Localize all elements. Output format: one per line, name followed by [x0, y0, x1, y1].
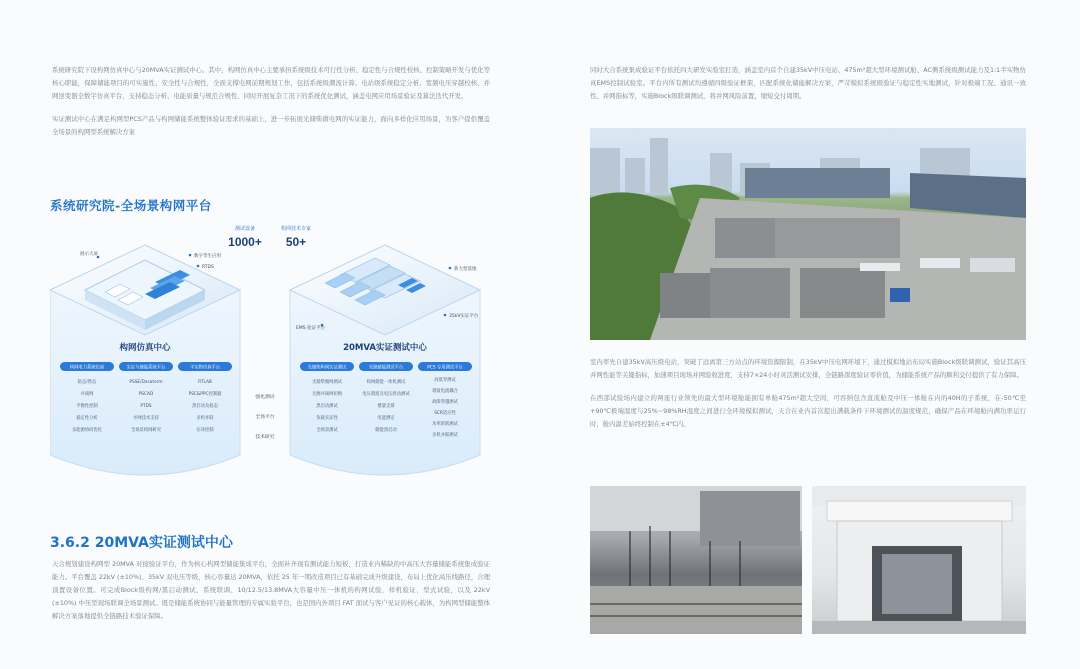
column-item: 谐波电流耦合 [432, 389, 458, 394]
left-paragraph-1: 系统研究院下设构网仿真中心与20MVA实证测试中心。其中，构网仿真中心主要承担系统级技术可行性分析、稳定性与合规性校核、控制策略开发与优化等核心职能，保障储能项目的可实施性、安全性与合规性，全面支撑电网前期规划工作，包括系统级潮流计算、电站级系统稳定分析、宽频电压穿越校核、并网逆变器全数字仿真平台、支持稳态分析、电能质量与规范合规性、同时开展复杂工况下的系统优化测试，涵盖电网应用场景验证及算法迭代开发。 [52, 66, 490, 100]
column-item: SCR适应性 [434, 411, 456, 416]
callout-rtds: RTDS [202, 265, 214, 270]
callout-ems-platform: EMS 验证平台 [296, 326, 326, 331]
middle-label: 技术研究 [255, 435, 275, 440]
callout-digital-twin: 数字孪生应用 [194, 254, 221, 259]
middle-label: 强化测试 [255, 395, 275, 400]
aerial-photo [590, 128, 1026, 340]
column-item: 并离网 [80, 392, 94, 397]
left-paragraph-3: 天合规划建设构网型 20MVA 对接验证平台，作为核心构网型储能集成平台，全面补齐现有测试能力短板，打造业内稀缺的中高压大容量储能系统集成验证能力。平台覆盖 22kV (±10%)、35kV 双电压等级，核心容量达 20MVA，依托 25 年一期改造项目已有基础完成升级建设，布局上优化高压线路径，合理顶置设备位置。可完成Block级构网/黑启动测试、系统联调、10/12.5/13.8MVA大容量中压一体机的构网试验，样机验证、型式试验，以及 22kV (±10%) 中压型现场联调全场景测试。既是储能系统协同与能量管理的专属实验平台，也是国内外项目 FAT 面试与客户见证的核心载体，为构网型储能整体解决方案落地提供全链路技术验证保障。 [52, 560, 490, 620]
stat-label: 构网技术专家 [280, 226, 312, 232]
stat-test-devices [228, 225, 262, 249]
column-item: 储能黑启动 [375, 428, 397, 433]
stat-value: 50+ [285, 235, 307, 249]
column-item: 无源并离网切换 [311, 392, 343, 397]
stat-experts [281, 225, 311, 249]
middle-labels [255, 393, 274, 440]
right-intro [590, 64, 1026, 103]
test-center-platform [290, 245, 480, 475]
column-header: 光储储能测试平台 [368, 365, 404, 371]
column-item: 黑启动测试 [316, 404, 338, 409]
simulation-center-platform [50, 245, 240, 475]
right-paragraph-1: 同时大合系统集成验证平台依托四大研发实验室打造，涵盖室内首个自建35kV中压电站、475m²超大型环境测试舱、AC侧系统级测试能力及1:1半实物仿真EMS控制试验室。平台内所有测试均遵循四级验证框架，匹配系统化储能解决方案，严苛模拟系统级验证与稳定性实地测试，针对极端工况、通讯一致性、并网指标等，实施Block级联调测试，将并网风险前置，缩短交付周期。 [590, 66, 1026, 100]
simulation-center-title: 构网仿真中心 [119, 343, 171, 353]
column-item: 功率阶跃测试 [432, 422, 458, 427]
column-item: 多机并联测试 [432, 433, 458, 438]
column-item: 稳态/暂态 [77, 380, 97, 385]
column-item: 构网储能一体机测试 [366, 380, 406, 385]
column-item: PSC&PPC控制器 [188, 392, 222, 397]
platform-diagram [50, 220, 490, 510]
environment-chamber-photo [812, 486, 1026, 634]
right-paragraph-2: 室内率先自建35kV高压级电站，突破了远离第三方站点的环境资源限制，在35kV中压电网环境下，通过模拟地站布局实施Block级联调测试，验证其高压并网性能等关键指标，加速项目现场并网验收进度，支持7×24小时灵活测试安排，全链路深度验证零价值，为储能系统产品的顺利交付提供了有力保障。 [590, 358, 1026, 379]
column-item: 全场景构网研究 [130, 428, 162, 433]
column-item: 电压谐波及电压扰动测试 [362, 392, 410, 397]
column-item: 平衡性控制 [76, 404, 98, 409]
callout-display-screen: 展示大屏 [80, 252, 98, 257]
column-item: PSSE/Dasaterm [129, 380, 163, 385]
column-item: 多能源协同优化 [71, 428, 103, 433]
callout-large-base: 新大型基地 [454, 267, 477, 272]
column-item: PTDS [140, 404, 152, 409]
middle-label: 全场平台 [255, 415, 275, 420]
callout-35kv-platform: 35kV实证平台 [449, 314, 479, 319]
column-item: 负载实证性 [316, 416, 338, 421]
column-item: 在环控制 [196, 428, 214, 433]
column-item: 多机并联 [196, 416, 214, 421]
column-item: 并网技术支持 [133, 416, 159, 421]
column-item: 光储柴微网测试 [311, 380, 343, 385]
column-item: 全场景测试 [316, 428, 338, 433]
test-center-title: 20MVA实证测试中心 [343, 343, 427, 353]
column-item: 稳定性分析 [76, 416, 98, 421]
column-item: 惯量支撑 [377, 404, 395, 409]
right-middle-text [590, 356, 1026, 431]
subsection-title: 3.6.2 20MVA实证测试中心 [50, 535, 233, 551]
substation-photo [590, 486, 802, 634]
column-item: PSCAD [138, 392, 154, 397]
stat-label: 测试设备 [234, 226, 256, 232]
column-item: RTLAB [198, 380, 212, 385]
column-item: 电能测定 [377, 416, 395, 421]
column-header: PCS 专用测试平台 [427, 365, 463, 371]
left-intro [52, 64, 490, 139]
right-paragraph-3: 在西部试验场内建立的两座行业领先的最大型环境舱能拥有单舱475m²超大空间，可容纳包含直流舱及中压一体舱在内的40H的子系统，在-50℃至+90℃极端温度与25%~98%RH湿度之间进行全环境模拟测试，天合在业内首次提出满载条件下环境测试的温度规范，确保产品在环境舱内满功率运行时，舱内温差始终控制在±4℃内。 [590, 394, 1026, 428]
stat-value: 1000+ [228, 235, 262, 249]
column-header: 构网电力系统仿真 [69, 365, 105, 371]
column-item: 高低穿测试 [434, 378, 456, 383]
left-bottom-text [52, 558, 490, 623]
column-item: 黑启动及稳态 [192, 404, 218, 409]
column-header: 光储柴构网实证测试 [307, 365, 347, 371]
column-header: 实证与储能系统平台 [126, 365, 166, 371]
column-item: 故障穿越测试 [432, 400, 458, 405]
column-header: 半实物仿真平台 [189, 365, 221, 371]
section-title: 系统研究院-全场景构网平台 [50, 198, 212, 213]
left-paragraph-2: 实证测试中心在满足构网型PCS产品与构网储能系统整体验证需求的基础上，进一步拓展光储柴微电网的实证能力，面向多样化应用场景，为客户提供覆盖全场景的构网型系统解决方案 [52, 115, 490, 136]
